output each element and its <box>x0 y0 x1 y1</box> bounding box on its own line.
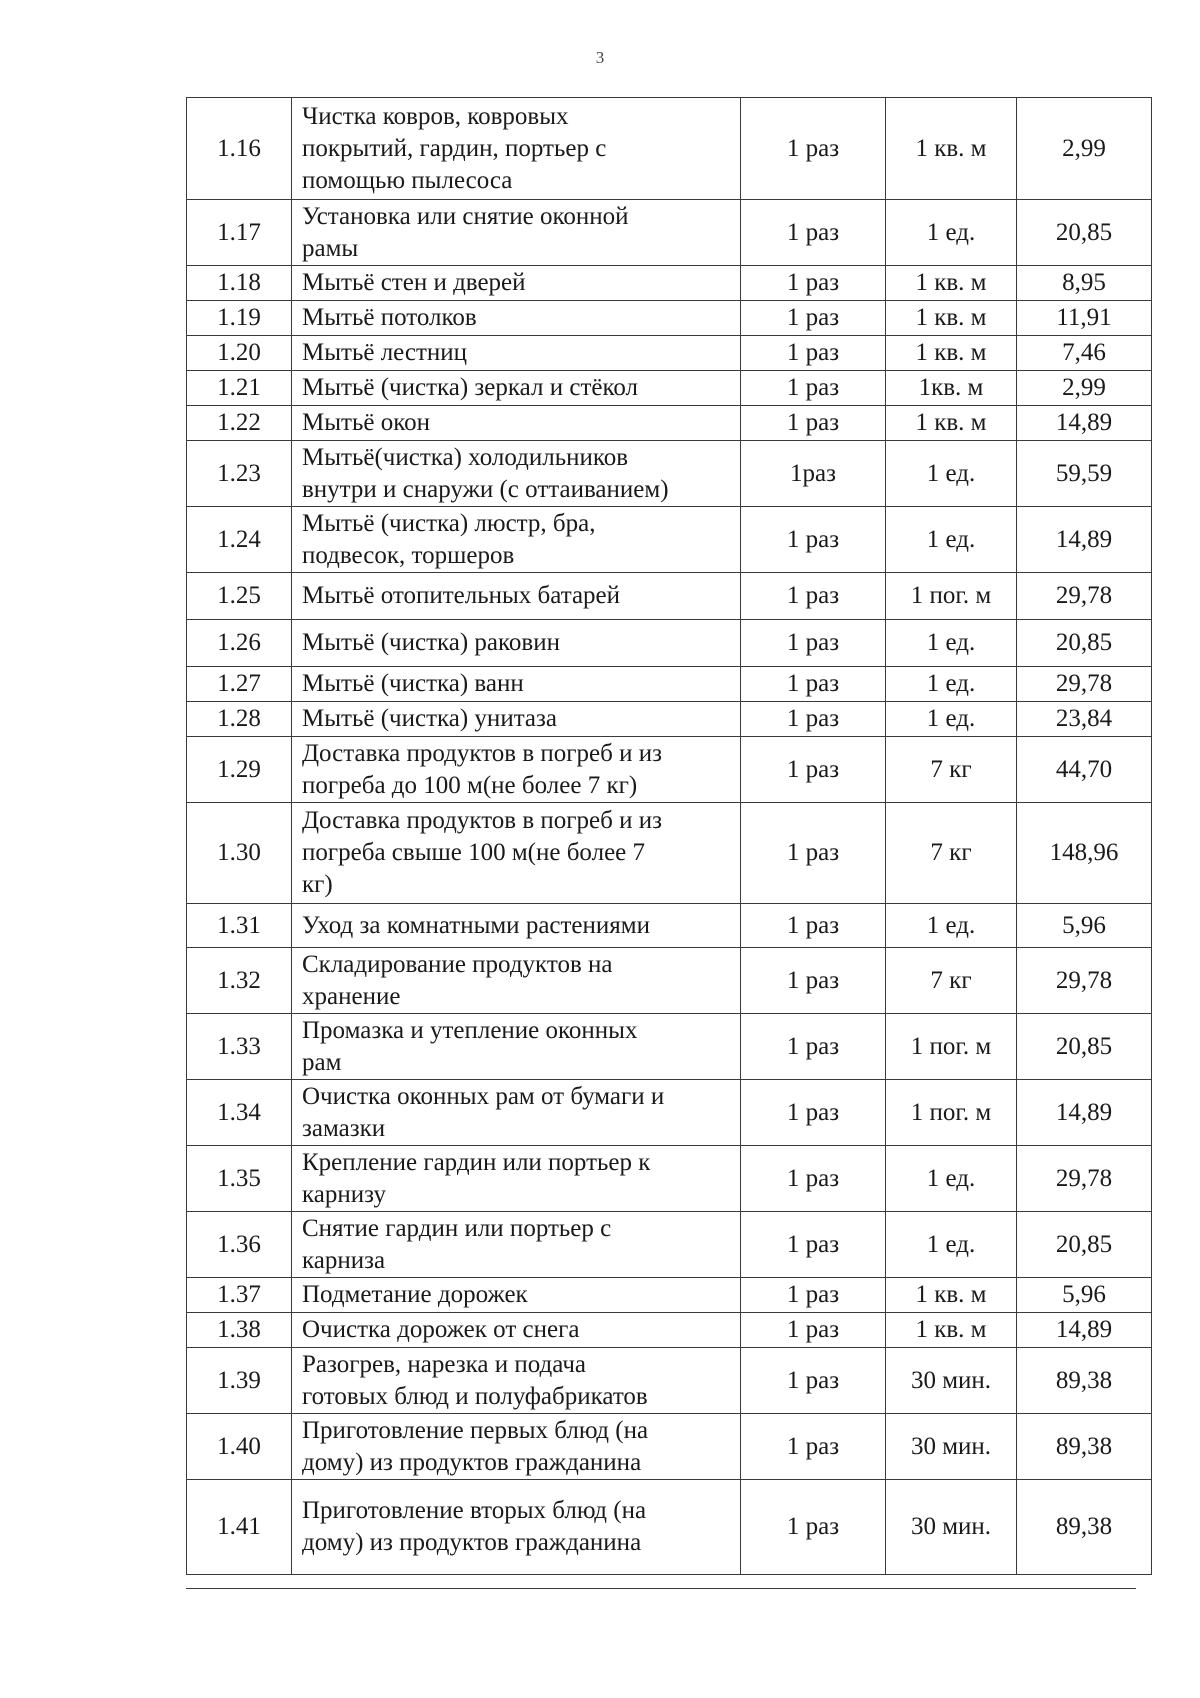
table-row <box>187 266 1152 301</box>
item-number-cell: 1.36 <box>187 1212 292 1278</box>
services-tariff-table <box>186 97 1152 1575</box>
frequency-cell: 1 раз <box>741 737 886 803</box>
item-number-cell: 1.22 <box>187 406 292 441</box>
unit-cell: 1кв. м <box>886 371 1017 406</box>
frequency-cell: 1 раз <box>741 371 886 406</box>
service-name-cell <box>292 1313 741 1348</box>
service-name-line: погреба свыше 100 м(не более 7 <box>302 839 646 866</box>
frequency-cell: 1раз <box>741 441 886 507</box>
price-cell: 59,59 <box>1017 441 1152 507</box>
service-name-cell <box>292 737 741 803</box>
service-name-line: Мытьё потолков <box>302 304 477 331</box>
unit-cell: 7 кг <box>886 737 1017 803</box>
item-number-cell: 1.33 <box>187 1014 292 1080</box>
frequency-cell: 1 раз <box>741 301 886 336</box>
service-name-line: рамы <box>302 234 359 262</box>
table-row <box>187 1313 1152 1348</box>
service-name-line: дому) из продуктов гражданина <box>302 1529 642 1556</box>
price-cell: 14,89 <box>1017 507 1152 573</box>
table-row <box>187 1414 1152 1480</box>
table-body <box>187 98 1152 1575</box>
item-number-cell: 1.25 <box>187 573 292 620</box>
item-number-cell: 1.41 <box>187 1480 292 1575</box>
table-bottom-rule <box>186 1588 1136 1589</box>
service-name-cell <box>292 1014 741 1080</box>
service-name-cell <box>292 1212 741 1278</box>
price-cell: 20,85 <box>1017 1212 1152 1278</box>
service-name-line: Мытьё (чистка) унитаза <box>302 705 557 732</box>
table-row <box>187 803 1152 904</box>
price-cell: 2,99 <box>1017 371 1152 406</box>
unit-cell: 30 мин. <box>886 1414 1017 1480</box>
price-cell: 20,85 <box>1017 200 1152 266</box>
service-name-cell <box>292 573 741 620</box>
service-name-line: Доставка продуктов в погреб и из <box>302 739 662 767</box>
frequency-cell: 1 раз <box>741 803 886 904</box>
service-name-line: подвесок, торшеров <box>302 541 515 569</box>
price-cell: 7,46 <box>1017 336 1152 371</box>
page-number: 3 <box>595 48 605 67</box>
service-name-cell <box>292 1080 741 1146</box>
table-row <box>187 1080 1152 1146</box>
item-number-cell: 1.32 <box>187 948 292 1014</box>
table-row <box>187 1348 1152 1414</box>
frequency-cell: 1 раз <box>741 1014 886 1080</box>
service-name-cell <box>292 667 741 702</box>
service-name-line: Приготовление первых блюд (на <box>302 1416 649 1444</box>
unit-cell: 1 кв. м <box>886 1278 1017 1313</box>
frequency-cell: 1 раз <box>741 266 886 301</box>
item-number-cell: 1.34 <box>187 1080 292 1146</box>
service-name-line: покрытий, гардин, портьер с <box>302 134 607 162</box>
table-row <box>187 1480 1152 1575</box>
service-name-cell <box>292 98 741 200</box>
service-name-line: Чистка ковров, ковровых <box>302 102 569 130</box>
unit-cell: 1 ед. <box>886 1146 1017 1212</box>
item-number-cell: 1.30 <box>187 803 292 904</box>
price-cell: 29,78 <box>1017 1146 1152 1212</box>
service-name-line: помощью пылесоса <box>302 166 513 194</box>
unit-cell: 1 ед. <box>886 667 1017 702</box>
price-cell: 23,84 <box>1017 702 1152 737</box>
frequency-cell: 1 раз <box>741 1278 886 1313</box>
service-name-line: дому) из продуктов гражданина <box>302 1448 642 1476</box>
service-name-cell <box>292 336 741 371</box>
price-cell: 89,38 <box>1017 1348 1152 1414</box>
price-cell: 11,91 <box>1017 301 1152 336</box>
service-name-cell <box>292 507 741 573</box>
table-row <box>187 904 1152 948</box>
price-cell: 89,38 <box>1017 1414 1152 1480</box>
service-name-line: Промазка и утепление оконных <box>302 1016 638 1044</box>
item-number-cell: 1.40 <box>187 1414 292 1480</box>
service-name-line: Разогрев, нарезка и подача <box>302 1350 587 1378</box>
table-row <box>187 667 1152 702</box>
service-name-line: Мытьё(чистка) холодильников <box>302 443 629 471</box>
price-cell: 20,85 <box>1017 1014 1152 1080</box>
unit-cell: 30 мин. <box>886 1480 1017 1575</box>
service-name-line: Мытьё (чистка) раковин <box>302 629 560 656</box>
price-cell: 29,78 <box>1017 667 1152 702</box>
service-name-cell <box>292 1146 741 1212</box>
frequency-cell: 1 раз <box>741 573 886 620</box>
price-cell: 5,96 <box>1017 1278 1152 1313</box>
item-number-cell: 1.19 <box>187 301 292 336</box>
frequency-cell: 1 раз <box>741 702 886 737</box>
service-name-line: Уход за комнатными растениями <box>302 911 650 939</box>
service-name-line: рам <box>302 1048 342 1076</box>
unit-cell: 1 пог. м <box>886 573 1017 620</box>
table-row <box>187 406 1152 441</box>
frequency-cell: 1 раз <box>741 1080 886 1146</box>
frequency-cell: 1 раз <box>741 98 886 200</box>
service-name-line: хранение <box>302 982 401 1010</box>
service-name-line: Мытьё стен и дверей <box>302 269 526 296</box>
service-name-line: замазки <box>302 1114 386 1142</box>
item-number-cell: 1.21 <box>187 371 292 406</box>
service-name-line: Очистка дорожек от снега <box>302 1316 580 1343</box>
price-cell: 29,78 <box>1017 573 1152 620</box>
frequency-cell: 1 раз <box>741 1146 886 1212</box>
service-name-cell <box>292 406 741 441</box>
unit-cell: 1 пог. м <box>886 1080 1017 1146</box>
item-number-cell: 1.29 <box>187 737 292 803</box>
service-name-line: Снятие гардин или портьер с <box>302 1214 612 1242</box>
service-name-cell <box>292 702 741 737</box>
service-name-cell <box>292 200 741 266</box>
unit-cell: 1 ед. <box>886 620 1017 667</box>
service-name-line: Мытьё окон <box>302 409 430 436</box>
service-name-line: Складирование продуктов на <box>302 950 613 978</box>
unit-cell: 1 ед. <box>886 702 1017 737</box>
table-row <box>187 371 1152 406</box>
service-name-cell <box>292 1278 741 1313</box>
unit-cell: 30 мин. <box>886 1348 1017 1414</box>
service-name-cell <box>292 620 741 667</box>
service-name-cell <box>292 441 741 507</box>
unit-cell: 1 кв. м <box>886 406 1017 441</box>
table-row <box>187 507 1152 573</box>
unit-cell: 1 кв. м <box>886 266 1017 301</box>
price-cell: 20,85 <box>1017 620 1152 667</box>
service-name-line: Мытьё лестниц <box>302 339 468 366</box>
service-name-line: Мытьё (чистка) ванн <box>302 670 524 697</box>
item-number-cell: 1.26 <box>187 620 292 667</box>
table-row <box>187 737 1152 803</box>
table-row <box>187 948 1152 1014</box>
unit-cell: 1 кв. м <box>886 98 1017 200</box>
service-name-cell <box>292 1348 741 1414</box>
frequency-cell: 1 раз <box>741 1313 886 1348</box>
unit-cell: 7 кг <box>886 803 1017 904</box>
service-name-cell <box>292 803 741 904</box>
service-name-line: кг) <box>302 871 333 898</box>
price-cell: 14,89 <box>1017 1313 1152 1348</box>
table-row <box>187 1278 1152 1313</box>
service-name-line: карниза <box>302 1246 386 1274</box>
frequency-cell: 1 раз <box>741 620 886 667</box>
service-name-line: Мытьё (чистка) люстр, бра, <box>302 509 596 537</box>
price-cell: 29,78 <box>1017 948 1152 1014</box>
table-row <box>187 702 1152 737</box>
service-name-cell <box>292 1480 741 1575</box>
frequency-cell: 1 раз <box>741 507 886 573</box>
table-row <box>187 301 1152 336</box>
unit-cell: 1 кв. м <box>886 336 1017 371</box>
service-name-line: готовых блюд и полуфабрикатов <box>302 1382 648 1410</box>
service-name-line: Очистка оконных рам от бумаги и <box>302 1082 665 1110</box>
item-number-cell: 1.20 <box>187 336 292 371</box>
service-name-line: Установка или снятие оконной <box>302 202 629 230</box>
table-row <box>187 200 1152 266</box>
item-number-cell: 1.37 <box>187 1278 292 1313</box>
price-cell: 5,96 <box>1017 904 1152 948</box>
service-name-line: Мытьё отопительных батарей <box>302 582 621 609</box>
unit-cell: 1 ед. <box>886 1212 1017 1278</box>
service-name-line: Доставка продуктов в погреб и из <box>302 807 662 834</box>
service-name-cell <box>292 948 741 1014</box>
price-cell: 89,38 <box>1017 1480 1152 1575</box>
item-number-cell: 1.24 <box>187 507 292 573</box>
service-name-line: внутри и снаружи (с оттаиванием) <box>302 475 669 503</box>
service-name-cell <box>292 371 741 406</box>
service-name-line: Подметание дорожек <box>302 1281 528 1308</box>
frequency-cell: 1 раз <box>741 948 886 1014</box>
service-name-line: Крепление гардин или портьер к <box>302 1148 651 1176</box>
item-number-cell: 1.35 <box>187 1146 292 1212</box>
item-number-cell: 1.17 <box>187 200 292 266</box>
item-number-cell: 1.27 <box>187 667 292 702</box>
table-row <box>187 441 1152 507</box>
item-number-cell: 1.18 <box>187 266 292 301</box>
unit-cell: 1 кв. м <box>886 301 1017 336</box>
table-row <box>187 336 1152 371</box>
item-number-cell: 1.23 <box>187 441 292 507</box>
price-cell: 14,89 <box>1017 406 1152 441</box>
service-name-cell <box>292 1414 741 1480</box>
unit-cell: 1 ед. <box>886 507 1017 573</box>
unit-cell: 1 ед. <box>886 441 1017 507</box>
table-row <box>187 98 1152 200</box>
price-cell: 8,95 <box>1017 266 1152 301</box>
table-row <box>187 573 1152 620</box>
unit-cell: 7 кг <box>886 948 1017 1014</box>
table-row <box>187 1014 1152 1080</box>
table-row <box>187 1212 1152 1278</box>
frequency-cell: 1 раз <box>741 1212 886 1278</box>
service-name-cell <box>292 266 741 301</box>
price-cell: 148,96 <box>1017 803 1152 904</box>
table-row <box>187 620 1152 667</box>
price-cell: 2,99 <box>1017 98 1152 200</box>
service-name-line: Мытьё (чистка) зеркал и стёкол <box>302 374 638 401</box>
item-number-cell: 1.38 <box>187 1313 292 1348</box>
item-number-cell: 1.31 <box>187 904 292 948</box>
frequency-cell: 1 раз <box>741 667 886 702</box>
frequency-cell: 1 раз <box>741 1480 886 1575</box>
service-name-line: карнизу <box>302 1180 386 1208</box>
service-name-line: погреба до 100 м(не более 7 кг) <box>302 771 638 799</box>
unit-cell: 1 кв. м <box>886 1313 1017 1348</box>
service-name-cell <box>292 904 741 948</box>
unit-cell: 1 ед. <box>886 200 1017 266</box>
frequency-cell: 1 раз <box>741 1348 886 1414</box>
unit-cell: 1 ед. <box>886 904 1017 948</box>
frequency-cell: 1 раз <box>741 336 886 371</box>
price-cell: 44,70 <box>1017 737 1152 803</box>
service-name-line: Приготовление вторых блюд (на <box>302 1497 647 1524</box>
unit-cell: 1 пог. м <box>886 1014 1017 1080</box>
item-number-cell: 1.16 <box>187 98 292 200</box>
service-name-cell <box>292 301 741 336</box>
frequency-cell: 1 раз <box>741 1414 886 1480</box>
frequency-cell: 1 раз <box>741 904 886 948</box>
frequency-cell: 1 раз <box>741 406 886 441</box>
price-cell: 14,89 <box>1017 1080 1152 1146</box>
table-row <box>187 1146 1152 1212</box>
item-number-cell: 1.39 <box>187 1348 292 1414</box>
item-number-cell: 1.28 <box>187 702 292 737</box>
frequency-cell: 1 раз <box>741 200 886 266</box>
